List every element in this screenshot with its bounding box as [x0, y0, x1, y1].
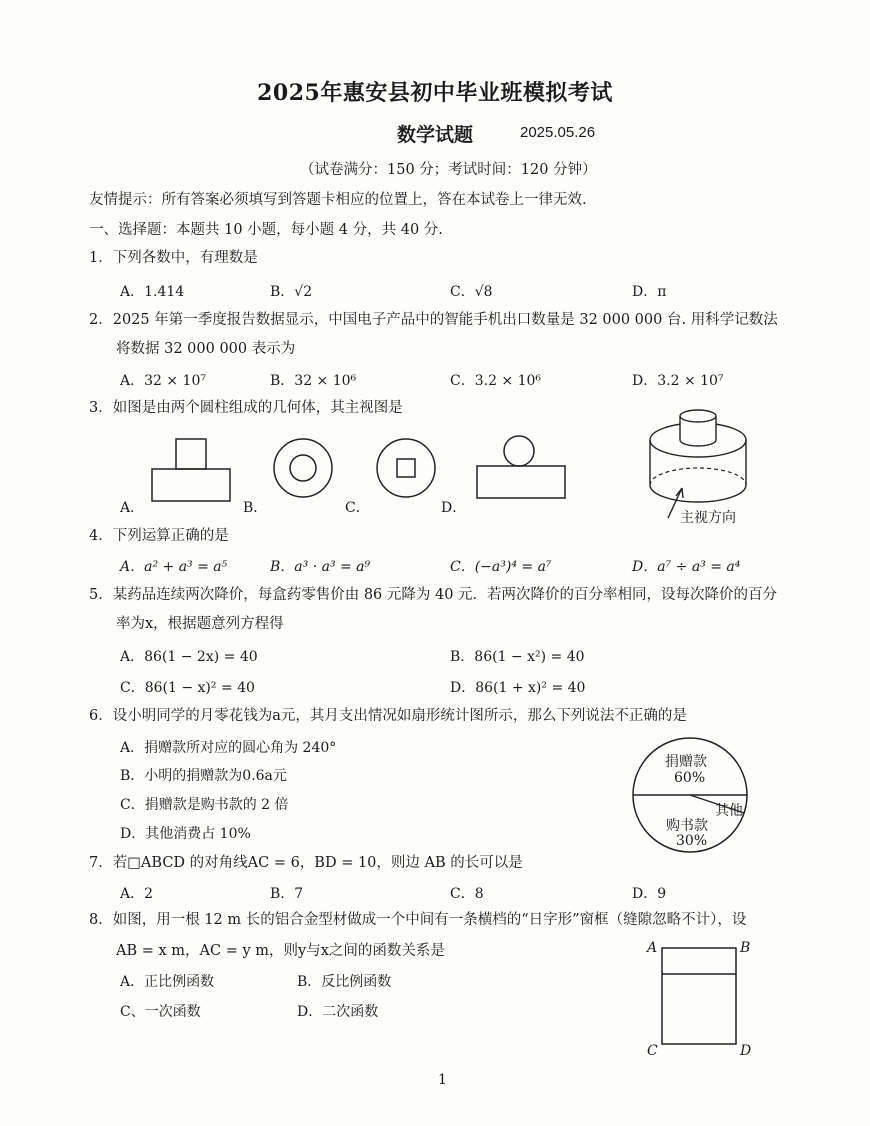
option-a: A． — [120, 500, 145, 516]
option-a: A．捐赠款所对应的圆心角为 240° — [120, 740, 337, 756]
question-stem: 1．下列各数中，有理数是 — [89, 250, 258, 266]
option-d-figure — [475, 433, 567, 501]
option-d: D．9 — [632, 886, 667, 902]
exam-title: 2025年惠安县初中毕业班模拟考试 — [257, 80, 613, 106]
page-number: 1 — [438, 1072, 447, 1088]
option-d: D．二次函数 — [297, 1004, 379, 1020]
option-b: B．√2 — [270, 284, 313, 300]
window-frame-figure — [660, 946, 738, 1046]
pie-label-other: 其他 — [715, 803, 743, 819]
exam-info: （试卷满分：150 分；考试时间：120 分钟） — [300, 162, 597, 178]
option-c: C．86(1 − x)² = 40 — [120, 680, 255, 696]
question-stem: 3．如图是由两个圆柱组成的几何体，其主视图是 — [89, 400, 403, 416]
point-c-label: C — [647, 1043, 658, 1059]
option-b: B． — [243, 500, 268, 516]
option-d: D．86(1 + x)² = 40 — [450, 680, 586, 696]
question-stem: 5．某药品连续两次降价，每盒药零售价由 86 元降为 40 元．若两次降价的百分率相同，设每次降价的百分 — [89, 587, 778, 603]
option-d: D．其他消费占 10% — [120, 826, 251, 842]
option-c: C． — [345, 500, 370, 516]
point-a-label: A — [647, 940, 658, 956]
pie-label-donation: 捐赠款 — [665, 754, 707, 770]
question-stem-cont: 将数据 32 000 000 表示为 — [116, 341, 296, 357]
option-b: B．32 × 10⁶ — [270, 373, 357, 389]
option-d: D． — [441, 500, 467, 516]
pie-label-books: 购书款 — [666, 818, 708, 834]
question-stem-cont: 率为x，根据题意列方程得 — [116, 616, 284, 632]
option-a: A．32 × 10⁷ — [120, 373, 206, 389]
option-a: A．正比例函数 — [120, 974, 215, 990]
option-d: D．π — [632, 284, 667, 300]
point-d-label: D — [740, 1043, 752, 1059]
option-c-figure — [375, 437, 437, 499]
option-d: D．a⁷ ÷ a³ = a⁴ — [632, 559, 741, 575]
view-direction-label: 主视方向 — [680, 510, 736, 526]
question-stem-cont: AB = x m，AC = y m，则y与x之间的函数关系是 — [116, 943, 445, 959]
option-b: B．7 — [270, 886, 304, 902]
question-stem: 6．设小明同学的月零花钱为a元，其月支出情况如扇形统计图所示，那么下列说法不正确的是 — [89, 708, 687, 724]
option-d: D．3.2 × 10⁷ — [632, 373, 724, 389]
question-stem: 7．若□ABCD 的对角线AC = 6，BD = 10，则边 AB 的长可以是 — [89, 855, 523, 871]
section-heading: 一、选择题：本题共 10 小题，每小题 4 分，共 40 分. — [89, 222, 443, 238]
notice: 友情提示：所有答案必须填写到答题卡相应的位置上，答在本试卷上一律无效. — [89, 192, 587, 208]
option-a: A．a² + a³ = a⁵ — [120, 559, 228, 575]
option-c: C．8 — [450, 886, 484, 902]
option-b: B．86(1 − x²) = 40 — [450, 649, 585, 665]
option-a: A．1.414 — [120, 284, 185, 300]
option-a: A．2 — [120, 886, 154, 902]
question-stem: 2．2025 年第一季度报告数据显示，中国电子产品中的智能手机出口数量是 32 000 000 台. 用科学记数法 — [89, 312, 778, 328]
pie-value-donation: 60% — [674, 770, 706, 786]
option-c: C．√8 — [450, 284, 493, 300]
option-c: C．捐赠款是购书款的 2 倍 — [120, 797, 289, 813]
question-stem: 8．如图，用一根 12 m 长的铝合金型材做成一个中间有一条横档的“日字形”窗框（缝隙忽略不计），设 — [89, 912, 747, 928]
pie-value-books: 30% — [676, 833, 708, 849]
option-a: A．86(1 − 2x) = 40 — [120, 649, 258, 665]
point-b-label: B — [740, 940, 751, 956]
option-b: B．a³ · a³ = a⁹ — [270, 559, 371, 575]
option-c: C．(−a³)⁴ = a⁷ — [450, 559, 552, 575]
option-b-figure — [272, 437, 334, 499]
option-a-figure — [150, 437, 232, 503]
option-c: C、一次函数 — [120, 1004, 201, 1020]
exam-date: 2025.05.26 — [520, 124, 596, 141]
option-b: B．反比例函数 — [297, 974, 392, 990]
exam-subject: 数学试题 — [397, 124, 474, 146]
option-c: C．3.2 × 10⁶ — [450, 373, 542, 389]
question-stem: 4．下列运算正确的是 — [89, 528, 229, 544]
option-b: B．小明的捐赠款为0.6a元 — [120, 768, 287, 784]
